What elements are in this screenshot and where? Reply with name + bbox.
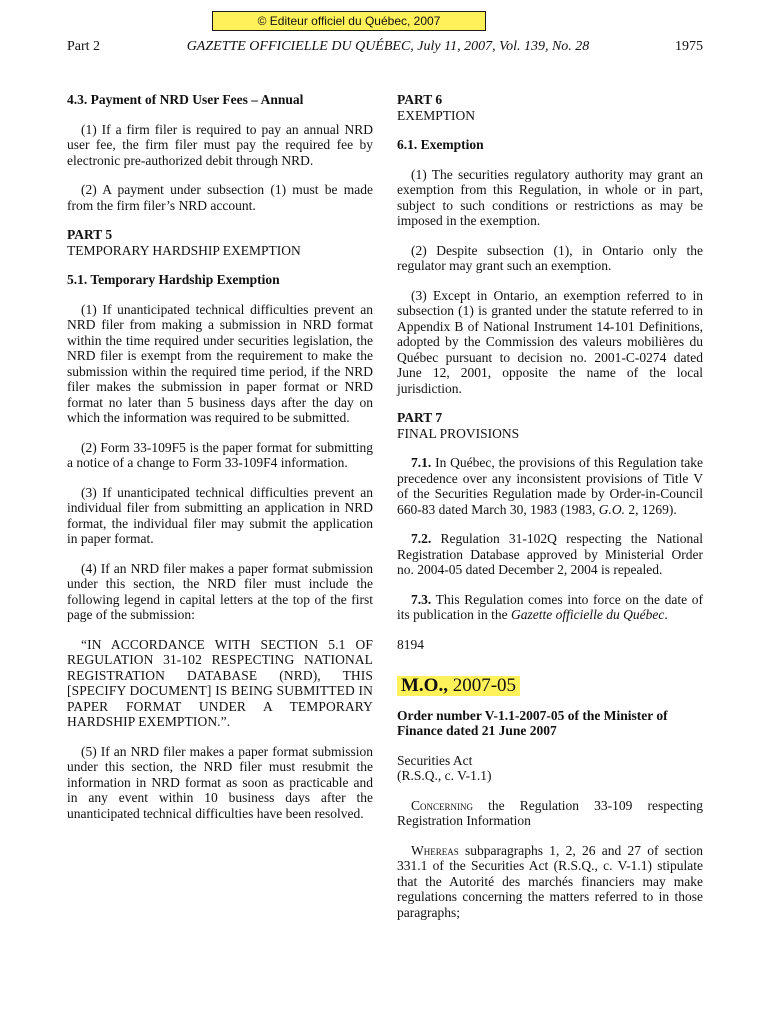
paragraph-text: the Regulation 33-109 respecting Registration Information xyxy=(397,797,703,828)
gazette-abbrev: G.O. xyxy=(598,501,625,517)
part-7-subtitle: FINAL PROVISIONS xyxy=(397,425,520,441)
section-number: 7.3. xyxy=(411,591,432,607)
act-citation: (R.S.Q., c. V-1.1) xyxy=(397,768,492,783)
header-gazette-title: GAZETTE OFFICIELLE DU QUÉBEC, July 11, 2007, Vol. 139, No. 28 xyxy=(186,39,590,54)
section-5-1-heading: 5.1. Temporary Hardship Exemption xyxy=(67,272,280,287)
part-6-heading: PART 6 xyxy=(397,92,443,107)
paragraph: (4) If an NRD filer makes a paper format submission under this section, the NRD filer must include the following legend in capital letters at the top of the first page of the submission: xyxy=(67,560,373,622)
section-6-1-heading: 6.1. Exemption xyxy=(397,137,484,152)
header-part-label: Part 2 xyxy=(67,39,101,54)
ministerial-order-title xyxy=(397,676,520,696)
copyright-banner: © Editeur officiel du Québec, 2007 xyxy=(212,11,486,31)
header-page-number: 1975 xyxy=(675,39,703,54)
part-7-heading: PART 7 xyxy=(397,410,443,425)
section-7-1 xyxy=(397,455,703,517)
act-name: Securities Act xyxy=(397,752,473,768)
section-text: 2, 1269). xyxy=(628,501,677,517)
whereas-paragraph xyxy=(397,843,703,921)
paragraph: (3) Except in Ontario, an exemption referred to in subsection (1) is granted under the statute referred to in Appendix B of National Instrument 14-101 Definitions, adopted by the Commission des valeurs mobilières du Québec pursuant to decision no. 2001-C-0274 dated June 12, 2001, opposite the name of the local jurisdiction. xyxy=(397,287,703,396)
paragraph: (2) Despite subsection (1), in Ontario only the regulator may grant such an exemption. xyxy=(397,242,703,273)
paragraph: (1) If a firm filer is required to pay an annual NRD user fee, the firm filer must pay the required fee by electronic pre-authorized debit through NRD. xyxy=(67,121,373,168)
paragraph: (1) If unanticipated technical difficulties prevent an NRD filer from making a submission in NRD format within the time required under securities legislation, the NRD filer is exempt from the requirement to make the submission within the required time period, if the NRD filer makes the submission in paper format or NRD format no later than 5 business days after the day on which the information was required to be submitted. xyxy=(67,301,373,425)
paragraph-text: subparagraphs 1, 2, 26 and 27 of section 331.1 of the Securities Act (R.S.Q., c. V-1.1) stipulate that the Autorité des marchés financiers may make regulations concerning the matters referred to in those paragraphs; xyxy=(397,842,704,920)
legend-quote: “IN ACCORDANCE WITH SECTION 5.1 OF REGULATION 31-102 RESPECTING NATIONAL REGISTRATION DATABASE (NRD), THIS [SPECIFY DOCUMENT] IS BEING SUBMITTED IN PAPER FORMAT UNDER A TEMPORARY HARDSHIP EXEMPTION.”. xyxy=(67,636,373,729)
section-7-2 xyxy=(397,531,703,578)
paragraph: (2) A payment under subsection (1) must be made from the firm filer’s NRD account. xyxy=(67,182,373,213)
part-6-subtitle: EXEMPTION xyxy=(397,107,475,123)
section-4-3-heading: 4.3. Payment of NRD User Fees – Annual xyxy=(67,92,304,107)
concerning-paragraph xyxy=(397,798,703,829)
gazette-name: Gazette officielle du Québec xyxy=(511,607,665,622)
concerning-word: Concerning xyxy=(411,797,474,813)
section-text: In Québec, the provisions of this Regulation take precedence over any inconsistent provisions of Title V of the Securities Regulation made by Order-in-Council 660-83 dated March 30, 1983 (1983, xyxy=(397,455,704,517)
paragraph: (2) Form 33-109F5 is the paper format for submitting a notice of a change to Form 33-109F4 information. xyxy=(67,439,373,470)
section-text: . xyxy=(664,607,668,622)
paragraph: (3) If unanticipated technical difficulties prevent an individual filer from submitting an application in NRD format, the individual filer may submit the application in paper format. xyxy=(67,484,373,546)
part-5-subtitle: TEMPORARY HARDSHIP EXEMPTION xyxy=(67,242,301,258)
paragraph: (1) The securities regulatory authority may grant an exemption from this Regulation, in whole or in part, subject to such conditions or restrictions as may be imposed in the exemption. xyxy=(397,166,703,228)
left-column xyxy=(67,92,373,835)
right-column xyxy=(397,92,703,934)
reference-number: 8194 xyxy=(397,636,424,652)
section-7-3 xyxy=(397,592,703,623)
mo-number: 2007-05 xyxy=(452,675,517,696)
section-number: 7.1. xyxy=(411,455,432,470)
part-5-heading: PART 5 xyxy=(67,227,113,242)
order-title: Order number V-1.1-2007-05 of the Minister of Finance dated 21 June 2007 xyxy=(397,707,668,738)
section-text: This Regulation comes into force on the date of its publication in the xyxy=(397,591,703,622)
whereas-word: Whereas xyxy=(411,842,459,858)
section-number: 7.2. xyxy=(411,531,432,546)
paragraph: (5) If an NRD filer makes a paper format submission under this section, the NRD filer must resubmit the information in NRD format as soon as practicable and in any event within 10 business days after the unanticipated technical difficulties have been resolved. xyxy=(67,743,373,821)
mo-label: M.O., xyxy=(401,675,448,696)
section-text: Regulation 31-102Q respecting the National Registration Database approved by Ministerial Order no. 2004-05 dated December 2, 2004 is repealed. xyxy=(397,531,703,577)
